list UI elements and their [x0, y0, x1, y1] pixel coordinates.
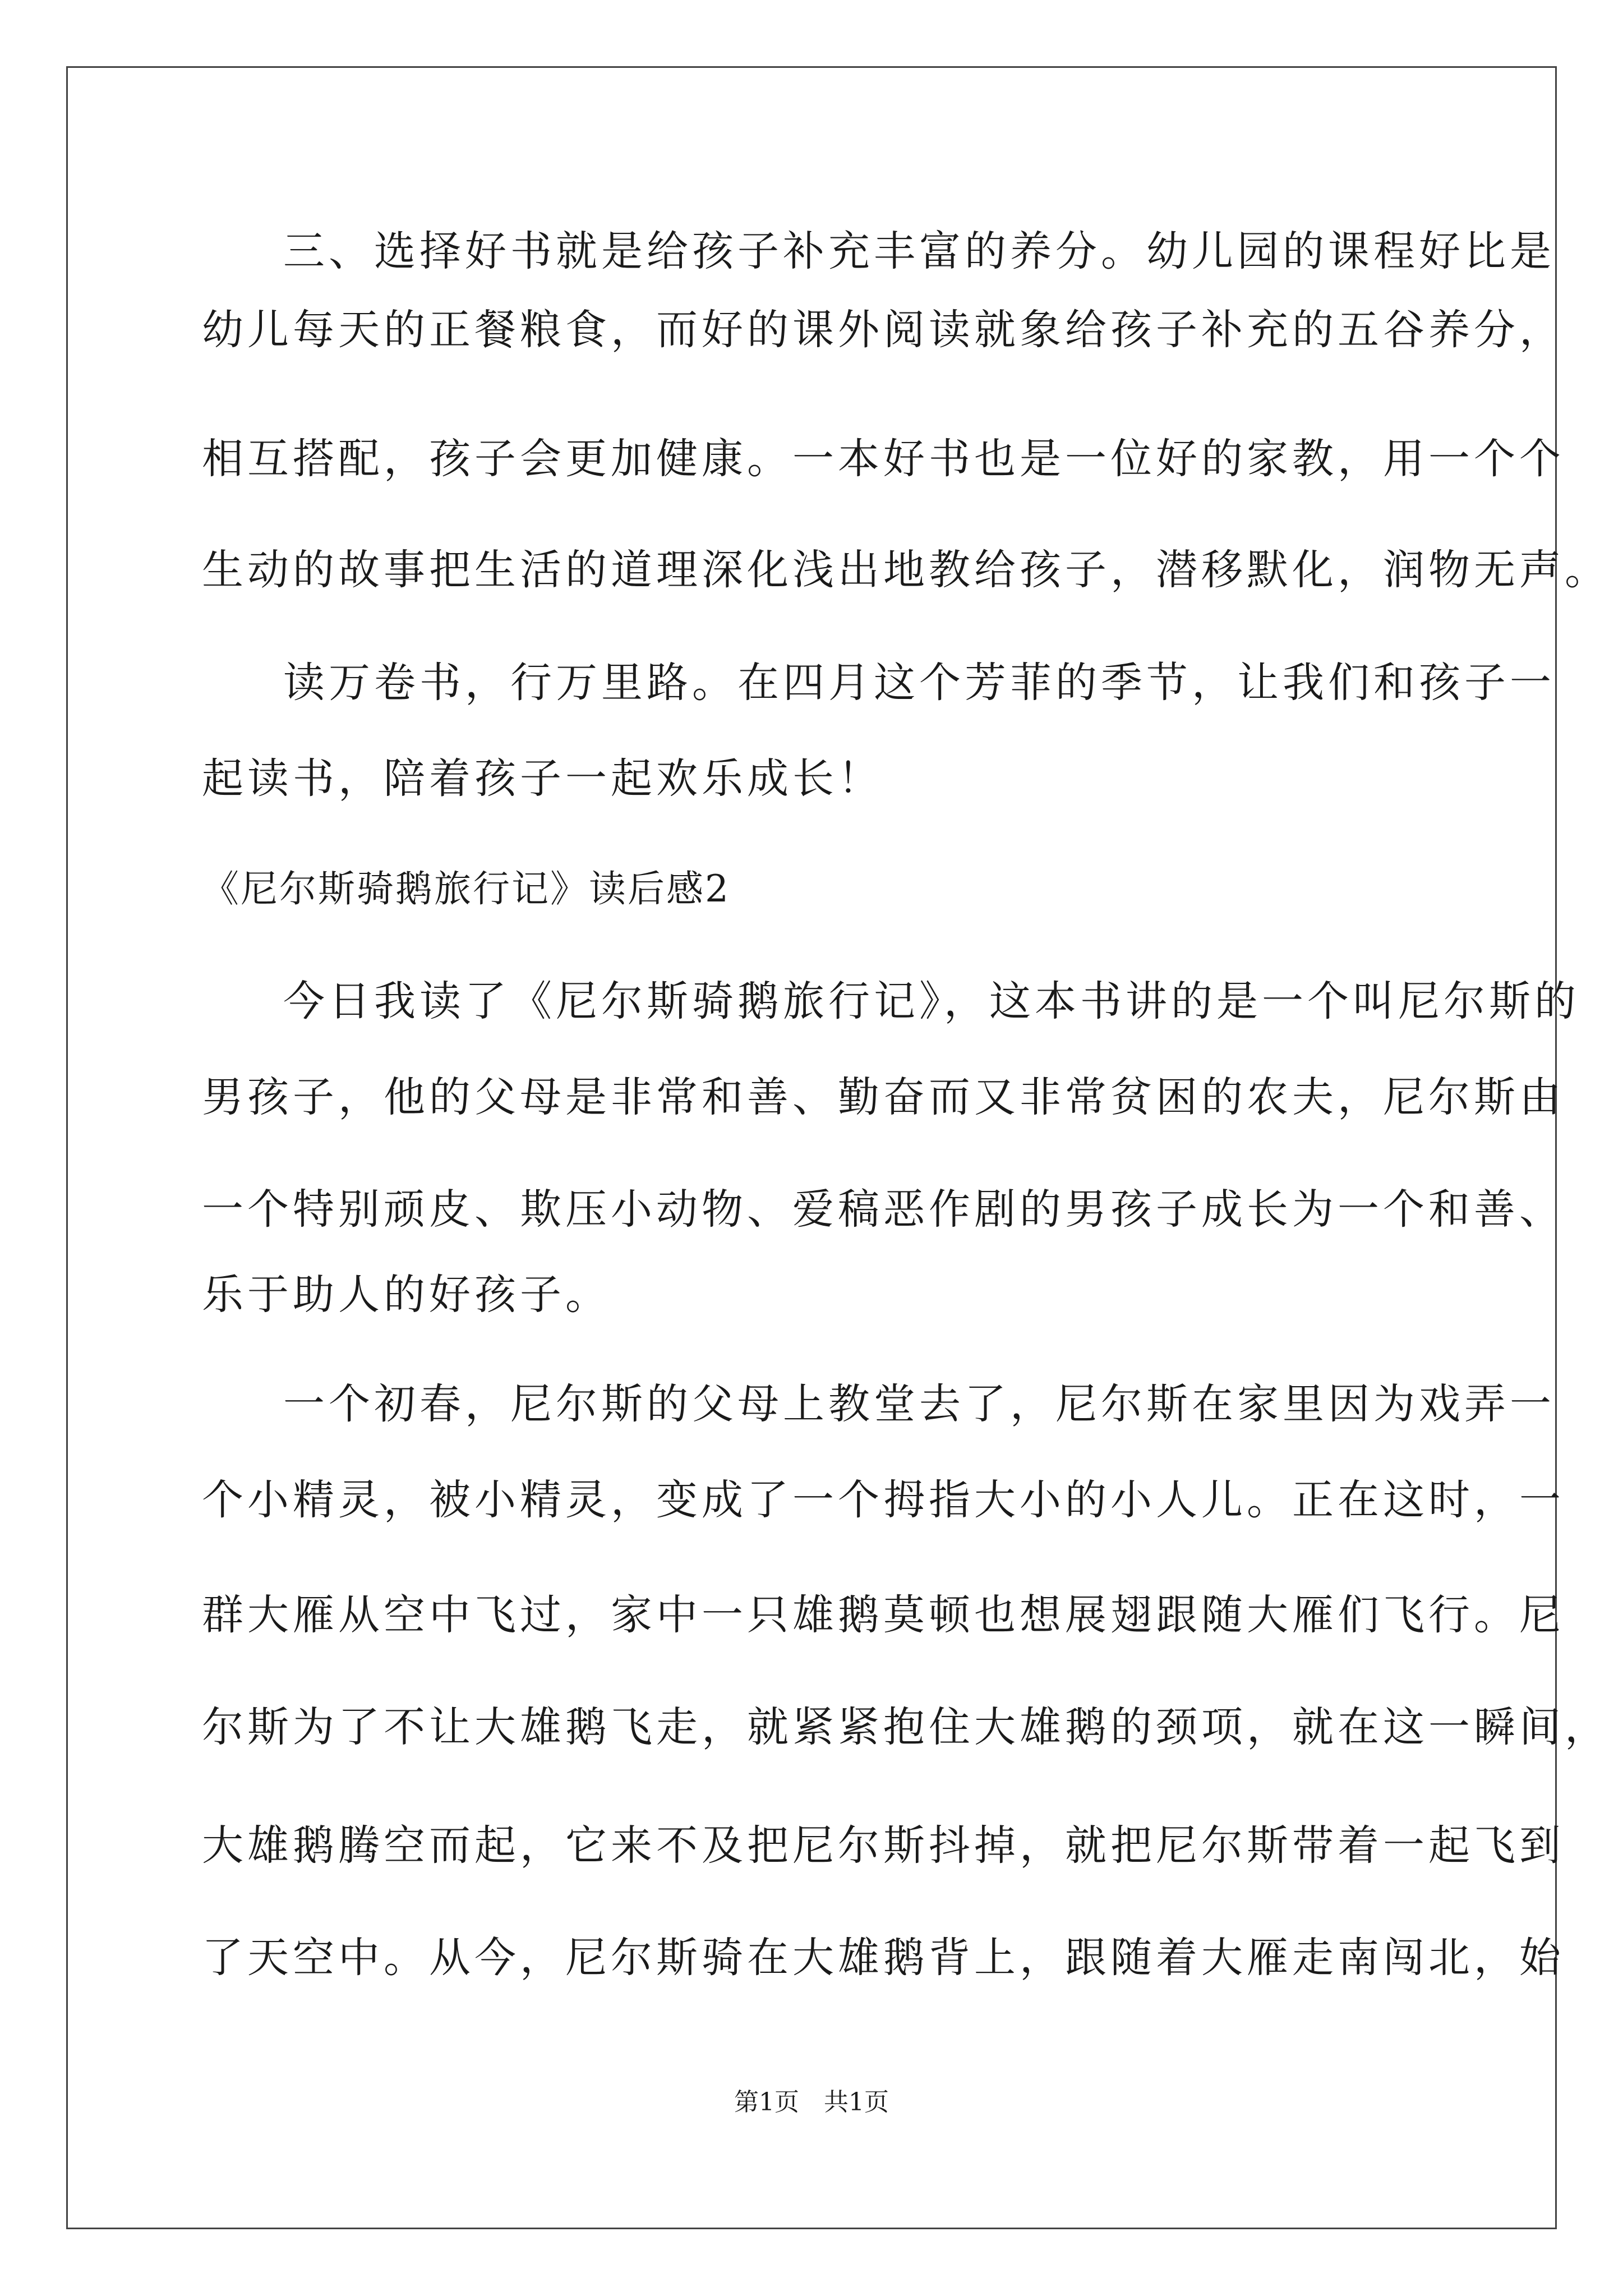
page-number: 第1页: [734, 2088, 799, 2116]
paragraph-line: 一个特别顽皮、欺压小动物、爱稿恶作剧的男孩子成长为一个和善、: [202, 1185, 1565, 1234]
page-footer: [0, 2086, 1623, 2119]
paragraph-line: 乐于助人的好孩子。: [202, 1271, 611, 1319]
paragraph-line: 读万卷书，行万里路。在四月这个芳菲的季节，让我们和孩子一: [283, 659, 1555, 707]
page-total: 共1页: [824, 2088, 889, 2116]
paragraph-line: 大雄鹅腾空而起，它来不及把尼尔斯抖掉，就把尼尔斯带着一起飞到: [202, 1821, 1565, 1870]
paragraph-line: 生动的故事把生活的道理深化浅出地教给孩子，潜移默化，润物无声。: [202, 546, 1610, 594]
paragraph-line: 个小精灵，被小精灵，变成了一个拇指大小的小人儿。正在这时，一: [202, 1476, 1565, 1524]
paragraph-line: 男孩子，他的父母是非常和善、勤奋而又非常贫困的农夫，尼尔斯由: [202, 1073, 1565, 1121]
paragraph-line: 三、选择好书就是给孩子补充丰富的养分。幼儿园的课程好比是: [283, 227, 1555, 275]
paragraph-line: 尔斯为了不让大雄鹅飞走，就紧紧抱住大雄鹅的颈项，就在这一瞬间，: [202, 1703, 1610, 1751]
paragraph-line: 一个初春，尼尔斯的父母上教堂去了，尼尔斯在家里因为戏弄一: [283, 1380, 1555, 1428]
paragraph-line: 今日我读了《尼尔斯骑鹅旅行记》，这本书讲的是一个叫尼尔斯的: [283, 977, 1580, 1025]
paragraph-line: 了天空中。从今，尼尔斯骑在大雄鹅背上，跟随着大雁走南闯北，始: [202, 1934, 1565, 1982]
page-border: [66, 66, 1557, 2229]
paragraph-line: 起读书，陪着孩子一起欢乐成长！: [202, 754, 883, 803]
paragraph-line: 相互搭配，孩子会更加健康。一本好书也是一位好的家教，用一个个: [202, 435, 1565, 483]
section-heading: 《尼尔斯骑鹅旅行记》读后感2: [202, 867, 730, 910]
paragraph-line: 群大雁从空中飞过，家中一只雄鹅莫顿也想展翅跟随大雁们飞行。尼: [202, 1591, 1565, 1639]
paragraph-line: 幼儿每天的正餐粮食，而好的课外阅读就象给孩子补充的五谷养分，: [202, 306, 1565, 354]
